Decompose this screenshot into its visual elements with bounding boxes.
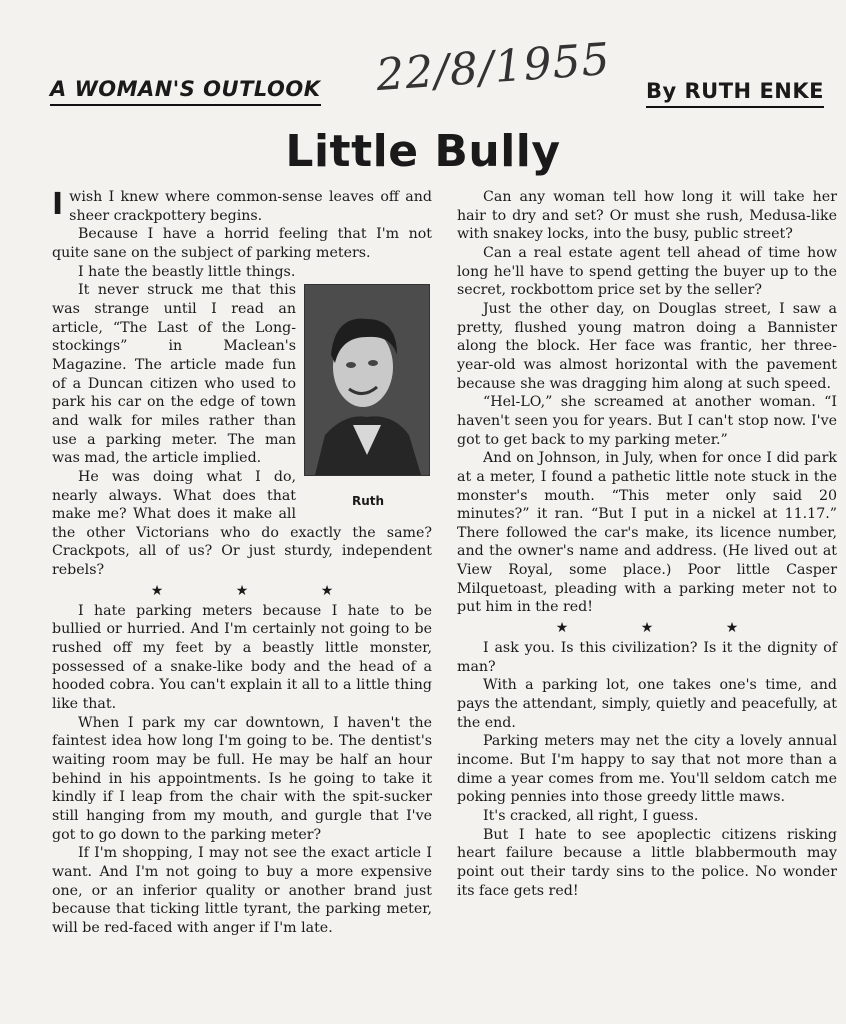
paragraph: Parking meters may net the city a lovely annual income. But I'm happy to say that not more than a dime a year comes from me. You'll seldom catch me poking pennies into those greedy little maws. — [457, 733, 837, 806]
paragraph: “Hel-LO,” she screamed at another woman. “I haven't seen you for years. But I can't stop now. I've got to get back to my parking meter.” — [457, 394, 837, 448]
paragraph: Can any woman tell how long it will take her hair to dry and set? Or must she rush, Medusa-like with snakey locks, into the busy, public street? — [457, 189, 837, 243]
paragraph: I hate the beastly little things. — [78, 263, 296, 280]
paragraph: With a parking lot, one takes one's time, and pays the attendant, simply, quietly and peacefully, at the end. — [457, 677, 837, 731]
byline: By RUTH ENKE — [646, 78, 824, 108]
paragraph: I ask you. Is this civilization? Is it the dignity of man? — [457, 640, 837, 675]
photo-caption: Ruth — [351, 494, 385, 509]
paragraph: Can a real estate agent tell ahead of time how long he'll have to spend getting the buyer up to the secret, rockbottom price set by the seller? — [457, 244, 837, 299]
paragraph: I hate parking meters because I hate to be bullied or hurried. And I'm certainly not going to be rushed off my feet by a beastly little monster, possessed of a snake-like body and the head of a hooded cobra. You can't explain it all to a little thing like that. — [52, 602, 432, 713]
paragraph: Just the other day, on Douglas street, I saw a pretty, flushed young matron doing a Bannister along the block. Her face was frantic, her three-year-old was almost horizontal with the pavement because she was dragging him along at such speed. — [457, 300, 837, 392]
paragraph: If I'm shopping, I may not see the exact article I want. And I'm not going to buy a more expensive one, or an inferior quality or another brand just because that ticking little tyrant, the parking meter, will be red-faced with anger if I'm late. — [52, 845, 432, 936]
star-separator: ★ ★ ★ — [555, 620, 773, 637]
paragraph: When I park my car downtown, I haven't the faintest idea how long I'm going to be. The dentist's waiting room may be full. He may be half an hour behind in his appointments. Is he going to take it kindly if I leap from the chair with the spit-sucker still hanging from my mouth, and gurgle that I've got to go down to the parking meter? — [52, 714, 432, 843]
headline: Little Bully — [285, 126, 561, 177]
handwritten-date: 22/8/1955 — [374, 33, 613, 102]
paragraph: Because I have a horrid feeling that I'm not quite sane on the subject of parking meters. — [52, 226, 432, 261]
paragraph: And on Johnson, in July, when for once I did park at a meter, I found a pathetic little note stuck in the monster's mouth. “This meter only said 20 minutes?” it ran. “But I put in a nickel at 11.17.” There followed the car's make, its licence number, and the owner's name and address. (He lived out at View Royal, some place.) Poor little Casper Milquetoast, pleading with a parking meter not to put him in the red! — [457, 450, 837, 616]
column-name: A WOMAN'S OUTLOOK — [50, 76, 321, 106]
drop-cap: I — [52, 187, 64, 222]
paragraph: It never struck me that this was strange until I read an article, “The Last of the Long-stockings” in Maclean's Magazine. The article made fun of a Duncan citizen who used to park his car on the edge of town and walk for miles rather than use a parking meter. The man was mad, the article implied. — [52, 282, 296, 467]
paragraph: He was doing what I do, nearly always. What does that make me? What does it make all the other Victorians who do exactly the same? Crackpots, all of us? Or just sturdy, independent rebels? — [52, 468, 432, 579]
portrait-icon — [305, 285, 429, 475]
paragraph: But I hate to see apoplectic citizens risking heart failure because a little blabbermouth may point out their tardy sins to the police. No wonder its face gets red! — [457, 826, 837, 899]
paragraph: Iwish I knew where common-sense leaves off and sheer crackpottery begins. — [52, 187, 432, 224]
portrait-image — [304, 284, 430, 476]
left-column — [52, 188, 432, 938]
paragraph: It's cracked, all right, I guess. — [483, 808, 699, 824]
author-photo — [304, 284, 432, 510]
right-column — [457, 188, 837, 900]
star-separator: ★ ★ ★ — [150, 582, 368, 599]
